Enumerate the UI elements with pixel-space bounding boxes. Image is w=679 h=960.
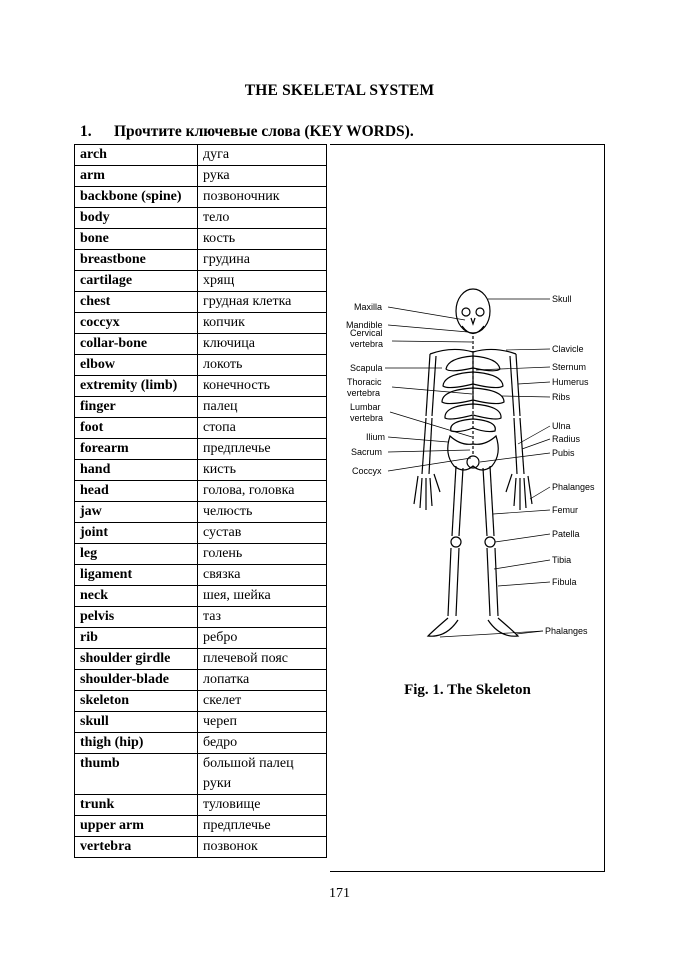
exercise-text: Прочтите ключевые слова (KEY WORDS). (114, 123, 414, 140)
russian-translation: предплечье (198, 439, 327, 460)
english-term: arch (75, 145, 198, 166)
table-row (75, 691, 327, 712)
label-scapula: Scapula (350, 363, 383, 373)
table-row (75, 250, 327, 271)
russian-translation: локоть (198, 355, 327, 376)
exercise-number: 1. (80, 123, 92, 140)
left-arm (414, 354, 440, 510)
russian-translation: кисть (198, 460, 327, 481)
english-term: neck (75, 586, 198, 607)
label-clavicle: Clavicle (552, 344, 584, 354)
table-row (75, 439, 327, 460)
table-row (75, 670, 327, 691)
english-term: rib (75, 628, 198, 649)
table-row (75, 376, 327, 397)
english-term: forearm (75, 439, 198, 460)
russian-translation: хрящ (198, 271, 327, 292)
english-term: coccyx (75, 313, 198, 334)
russian-translation: грудина (198, 250, 327, 271)
labels-left (346, 302, 472, 476)
english-term: skeleton (75, 691, 198, 712)
table-row (75, 313, 327, 334)
russian-translation: позвоночник (198, 187, 327, 208)
russian-translation: голень (198, 544, 327, 565)
english-term: joint (75, 523, 198, 544)
russian-translation: скелет (198, 691, 327, 712)
label-phalanges-hand: Phalanges (552, 482, 595, 492)
table-row (75, 229, 327, 250)
label-patella: Patella (552, 529, 580, 539)
english-term: chest (75, 292, 198, 313)
table-row (75, 334, 327, 355)
label-phalanges-foot: Phalanges (545, 626, 588, 636)
table-row (75, 208, 327, 229)
table-row (75, 816, 327, 837)
russian-translation: шея, шейка (198, 586, 327, 607)
right-eye-socket (476, 308, 484, 316)
label-cervical: Cervical vertebra (350, 328, 384, 349)
label-thoracic: Thoracic vertebra (347, 377, 382, 398)
russian-translation: челюсть (198, 502, 327, 523)
table-row (75, 565, 327, 586)
russian-translation: палец (198, 397, 327, 418)
english-term: bone (75, 229, 198, 250)
table-row (75, 145, 327, 166)
russian-translation: конечность (198, 376, 327, 397)
russian-translation: большой палец руки (198, 754, 327, 795)
jaw (462, 326, 484, 334)
table-row (75, 166, 327, 187)
english-term: hand (75, 460, 198, 481)
right-arm (506, 354, 532, 510)
english-term: foot (75, 418, 198, 439)
table-row (75, 271, 327, 292)
right-leg (483, 466, 518, 636)
english-term: shoulder-blade (75, 670, 198, 691)
label-sacrum: Sacrum (351, 447, 383, 457)
table-row (75, 481, 327, 502)
table-row (75, 418, 327, 439)
skull-outline (456, 289, 490, 333)
english-term: trunk (75, 795, 198, 816)
table-row (75, 502, 327, 523)
label-lumbar: Lumbar vertebra (350, 402, 384, 423)
english-term: leg (75, 544, 198, 565)
english-term: extremity (limb) (75, 376, 198, 397)
russian-translation: связка (198, 565, 327, 586)
english-term: elbow (75, 355, 198, 376)
russian-translation: позвонок (198, 837, 327, 858)
english-term: skull (75, 712, 198, 733)
russian-translation: кость (198, 229, 327, 250)
english-term: breastbone (75, 250, 198, 271)
table-row (75, 754, 327, 795)
label-radius: Radius (552, 434, 581, 444)
russian-translation: плечевой пояс (198, 649, 327, 670)
english-term: shoulder girdle (75, 649, 198, 670)
left-leg (428, 466, 463, 636)
table-row (75, 649, 327, 670)
russian-translation: голова, головка (198, 481, 327, 502)
table-row (75, 397, 327, 418)
russian-translation: предплечье (198, 816, 327, 837)
nose (471, 318, 475, 324)
russian-translation: сустав (198, 523, 327, 544)
label-pubis: Pubis (552, 448, 575, 458)
russian-translation: дуга (198, 145, 327, 166)
english-term: thigh (hip) (75, 733, 198, 754)
label-fibula: Fibula (552, 577, 577, 587)
english-term: ligament (75, 565, 198, 586)
english-term: head (75, 481, 198, 502)
label-skull: Skull (552, 294, 572, 304)
english-term: backbone (spine) (75, 187, 198, 208)
table-row (75, 837, 327, 858)
label-maxilla: Maxilla (354, 302, 383, 312)
skeleton-figure (330, 144, 605, 684)
table-row (75, 733, 327, 754)
russian-translation: таз (198, 607, 327, 628)
label-tibia: Tibia (552, 555, 572, 565)
label-ulna: Ulna (552, 421, 571, 431)
english-term: thumb (75, 754, 198, 795)
russian-translation: грудная клетка (198, 292, 327, 313)
vocabulary-table (74, 144, 327, 858)
label-ilium: Ilium (366, 432, 386, 442)
english-term: body (75, 208, 198, 229)
exercise-heading (80, 123, 414, 141)
english-term: pelvis (75, 607, 198, 628)
english-term: jaw (75, 502, 198, 523)
table-row (75, 544, 327, 565)
table-row (75, 586, 327, 607)
russian-translation: стопа (198, 418, 327, 439)
label-sternum: Sternum (552, 362, 587, 372)
english-term: collar-bone (75, 334, 198, 355)
english-term: upper arm (75, 816, 198, 837)
label-ribs: Ribs (552, 392, 571, 402)
table-row (75, 460, 327, 481)
russian-translation: ключица (198, 334, 327, 355)
russian-translation: тело (198, 208, 327, 229)
table-row (75, 355, 327, 376)
labels-right (440, 294, 595, 637)
russian-translation: бедро (198, 733, 327, 754)
table-row (75, 292, 327, 313)
label-humerus: Humerus (552, 377, 589, 387)
label-coccyx: Coccyx (352, 466, 382, 476)
english-term: cartilage (75, 271, 198, 292)
russian-translation: копчик (198, 313, 327, 334)
table-row (75, 187, 327, 208)
russian-translation: череп (198, 712, 327, 733)
russian-translation: рука (198, 166, 327, 187)
english-term: arm (75, 166, 198, 187)
left-eye-socket (462, 308, 470, 316)
russian-translation: лопатка (198, 670, 327, 691)
table-row (75, 712, 327, 733)
russian-translation: ребро (198, 628, 327, 649)
page-number: 171 (329, 886, 350, 901)
table-row (75, 607, 327, 628)
label-femur: Femur (552, 505, 579, 515)
table-row (75, 628, 327, 649)
page-title: THE SKELETAL SYSTEM (244, 82, 435, 99)
table-row (75, 523, 327, 544)
english-term: finger (75, 397, 198, 418)
label-mandible: Mandible (346, 320, 383, 330)
english-term: vertebra (75, 837, 198, 858)
figure-caption: Fig. 1. The Skeleton (404, 682, 531, 698)
table-row (75, 795, 327, 816)
russian-translation: туловище (198, 795, 327, 816)
